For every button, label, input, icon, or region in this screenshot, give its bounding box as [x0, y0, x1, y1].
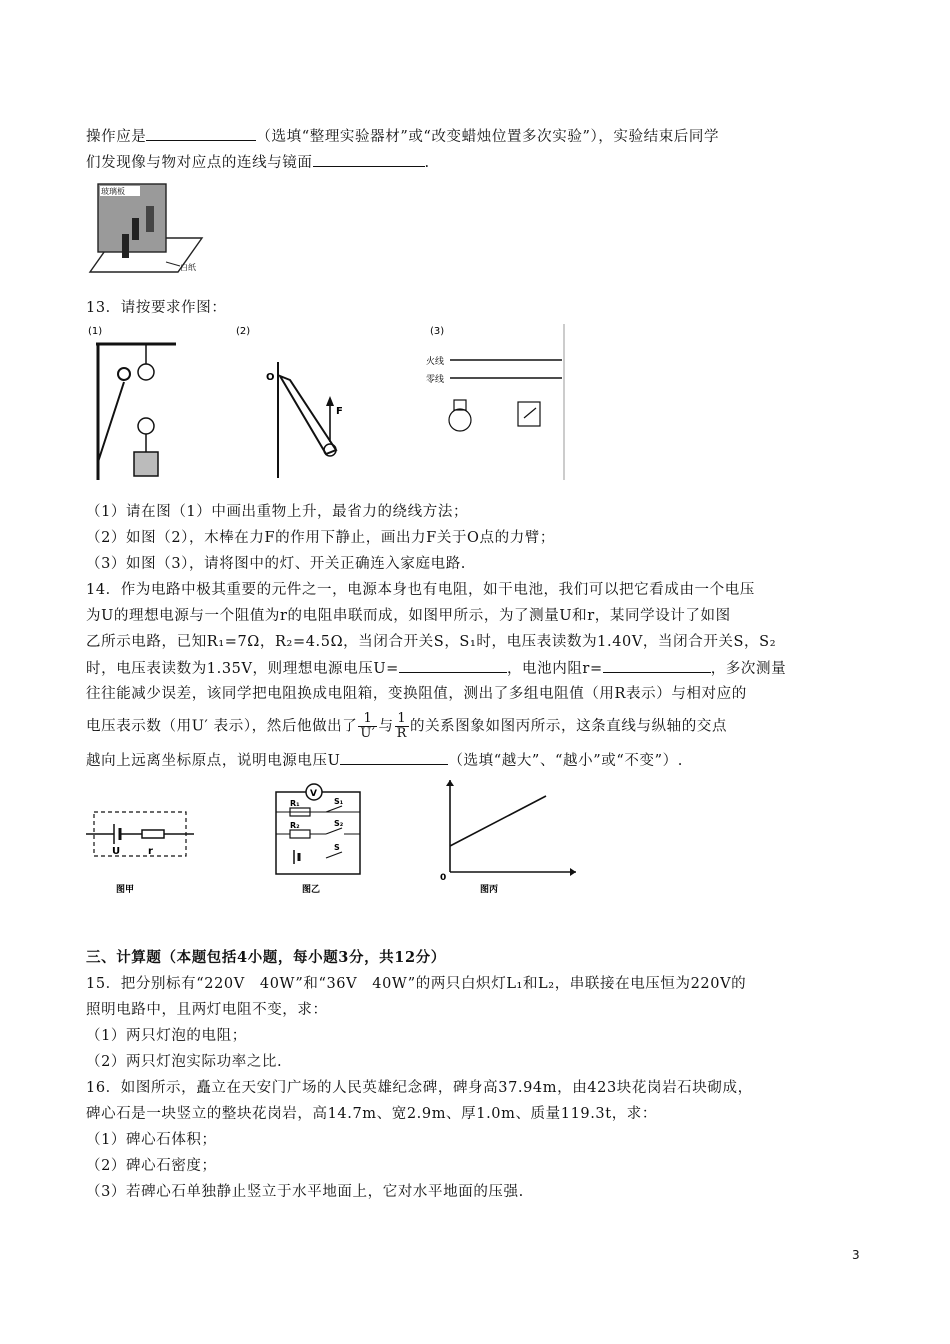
q14-line-4 — [86, 658, 786, 679]
candle-image — [132, 218, 139, 240]
graph-line — [450, 796, 546, 846]
q15-line-1: 15．把分别标有“220V 40W”和“36V 40W”的两只白炽灯L₁和L₂，串联接在电压恒为220V的 — [86, 976, 747, 992]
q13-item-1: （1）请在图（1）中画出重物上升，最省力的绕线方法； — [86, 504, 469, 520]
page-number: 3 — [852, 1248, 860, 1262]
q14-line-5: 往往能减少误差，该同学把电阻换成电阻箱，变换阻值，测出了多组电阻值（用R表示）与相对应的 — [86, 686, 747, 702]
force-label: F — [336, 406, 343, 417]
label-r: r — [148, 846, 153, 857]
candle-object — [122, 234, 129, 258]
q14-figures — [86, 780, 586, 900]
switch-icon — [524, 408, 536, 418]
q14-text: 越向上远离坐标原点，说明电源电压U — [86, 753, 341, 769]
resistor-r2 — [290, 830, 310, 838]
x-axis-arrow — [570, 868, 576, 876]
circuit-frame — [276, 792, 360, 874]
live-wire-label: 火线 — [426, 357, 445, 367]
q14-text: 时，电压表读数为1.35V，则理想电源电压U= — [86, 661, 399, 677]
s2-label: S₂ — [334, 819, 344, 828]
voltmeter-label: V — [310, 789, 317, 799]
q13-item-3: （3）如图（3），请将图中的灯、开关正确连入家庭电路. — [86, 556, 467, 572]
frac-den: U′ — [360, 726, 376, 741]
q13-title: 13．请按要求作图： — [86, 300, 227, 316]
q14-text: 与 — [378, 718, 394, 735]
answer-blank[interactable] — [313, 152, 425, 167]
q14-text: 的关系图象如图丙所示，这条直线与纵轴的交点 — [409, 718, 728, 735]
r1-label: R₁ — [290, 799, 300, 808]
q16-item-1: （1）碑心石体积； — [86, 1132, 217, 1148]
switch-s — [326, 852, 342, 858]
answer-blank[interactable] — [146, 126, 256, 141]
switch-s1 — [326, 806, 342, 812]
label-u: U — [112, 846, 121, 857]
frac-den: R — [396, 726, 407, 741]
force-arrow-head — [326, 396, 334, 406]
q15-item-2: （2）两只灯泡实际功率之比. — [86, 1054, 283, 1070]
origin-label: 0 — [440, 873, 447, 883]
fixed-pulley-icon — [138, 364, 154, 380]
fig-bing-caption: 图丙 — [480, 885, 499, 895]
q13-item-2: （2）如图（2），木棒在力F的作用下静止，画出力F关于O点的力臂； — [86, 530, 556, 546]
q16-item-3: （3）若碑心石单独静止竖立于水平地面上，它对水平地面的压强. — [86, 1184, 524, 1200]
answer-blank-voltage[interactable] — [399, 658, 507, 673]
fig2-label: (2) — [236, 326, 251, 337]
switch-s2 — [326, 828, 342, 834]
wooden-stick — [280, 376, 336, 454]
paper-label: 白纸 — [180, 263, 196, 272]
q12-line-2 — [86, 152, 430, 173]
y-axis-arrow — [446, 780, 454, 786]
s1-label: S₁ — [334, 797, 344, 806]
q12-mirror-figure — [86, 176, 206, 276]
q12-text: . — [424, 155, 430, 171]
q12-text: 操作应是 — [86, 129, 147, 145]
q13-figures — [86, 322, 566, 482]
q14-line-7 — [86, 750, 683, 771]
q12-text: 们发现像与物对应点的连线与镜面 — [86, 155, 313, 171]
movable-pulley-icon — [138, 418, 154, 434]
q14-line-3: 乙所示电路，已知R₁=7Ω，R₂=4.5Ω，当闭合开关S，S₁时，电压表读数为1.40V，当闭合开关S，S₂ — [86, 634, 777, 650]
q14-text: （选填“越大”、“越小”或“不变”）. — [448, 753, 683, 769]
glass-label: 玻璃板 — [101, 187, 125, 196]
person-icon — [118, 368, 130, 380]
answer-blank-resistance[interactable] — [603, 658, 711, 673]
neutral-wire-label: 零线 — [426, 375, 445, 385]
fraction-1-over-u — [358, 712, 377, 741]
fig-jia-caption: 图甲 — [116, 885, 135, 895]
candle-reflection — [146, 206, 154, 232]
q14-text: ，电池内阻r= — [506, 661, 603, 677]
q16-item-2: （2）碑心石密度； — [86, 1158, 217, 1174]
internal-resistor — [142, 830, 164, 838]
fig1-label: (1) — [88, 326, 103, 337]
brace — [98, 382, 124, 462]
frac-num: 1 — [363, 711, 373, 726]
q16-line-2: 碑心石是一块竖立的整块花岗岩，高14.7m、宽2.9m、厚1.0m、质量119.3t，求： — [86, 1106, 657, 1122]
r2-label: R₂ — [290, 821, 300, 830]
fig-yi-caption: 图乙 — [302, 885, 321, 895]
q15-line-2: 照明电路中，且两灯电阻不变，求： — [86, 1002, 328, 1018]
frac-num: 1 — [397, 711, 407, 726]
section-3-title: 三、计算题（本题包括4小题，每小题3分，共12分） — [86, 949, 446, 966]
q12-text: （选填“整理实验器材”或“改变蜡烛位置多次实验”），实验结束后同学 — [256, 129, 720, 145]
q15-item-1: （1）两只灯泡的电阻； — [86, 1028, 247, 1044]
bulb-icon — [449, 409, 471, 431]
answer-blank-trend[interactable] — [340, 750, 448, 765]
q12-line-1 — [86, 126, 719, 147]
q16-line-1: 16．如图所示，矗立在天安门广场的人民英雄纪念碑，碑身高37.94m，由423块花岗岩石块砌成， — [86, 1080, 753, 1096]
q14-line-2: 为U的理想电源与一个阻值为r的电阻串联而成，如图甲所示，为了测量U和r，某同学设计了如图 — [86, 608, 731, 624]
pivot-label: O — [266, 372, 275, 383]
paper-pointer — [166, 262, 180, 266]
q14-text: ，多次测量 — [710, 661, 787, 677]
q14-text: 电压表示数（用U′ 表示），然后他做出了 — [86, 718, 358, 735]
q14-line-6 — [86, 712, 727, 741]
q14-line-1: 14．作为电路中极其重要的元件之一，电源本身也有电阻，如干电池，我们可以把它看成由一个电压 — [86, 582, 755, 598]
fraction-1-over-r — [395, 712, 409, 741]
heavy-weight — [134, 452, 158, 476]
fig3-label: (3) — [430, 326, 445, 337]
s-label: S — [334, 843, 340, 852]
